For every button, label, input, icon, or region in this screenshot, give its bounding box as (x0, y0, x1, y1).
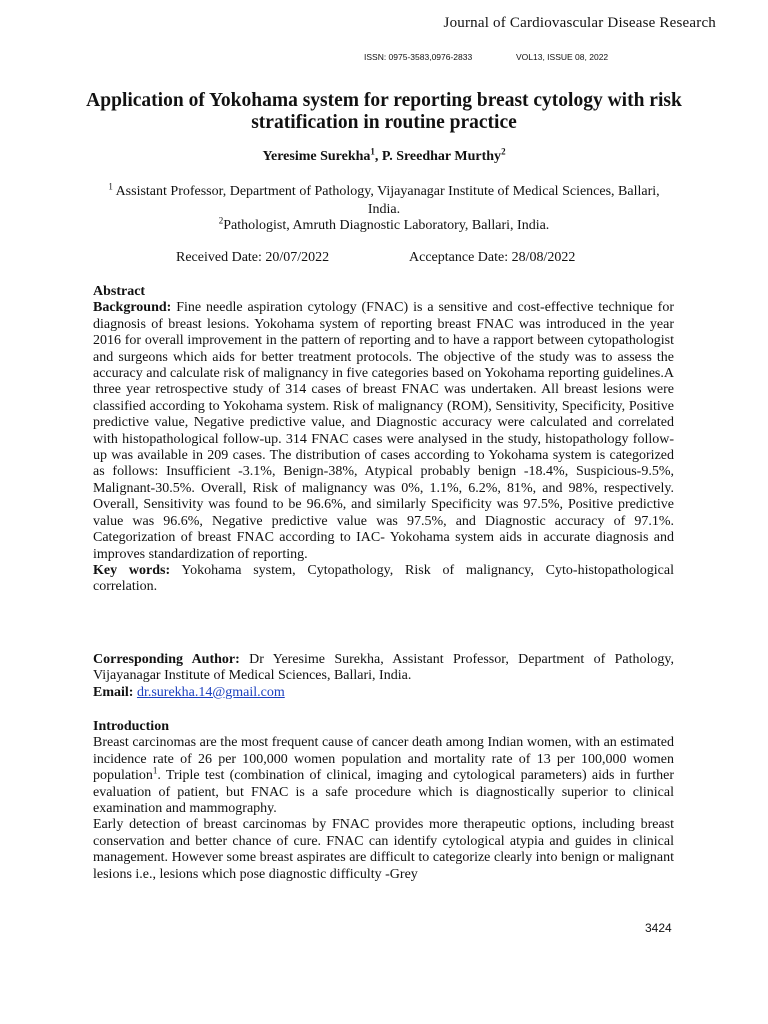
corresponding-author-section (93, 652, 674, 701)
affiliation-text: Pathologist, Amruth Diagnostic Laboratory, Ballari, India. (223, 218, 550, 233)
issn-text: ISSN: 0975-3583,0976-2833 (364, 52, 473, 62)
background-text: Fine needle aspiration cytology (FNAC) is a sensitive and cost-effective technique for diagnosis of breast lesions. Yokohama system of reporting breast FNAC was introduced in the year 2016 for overall improvement in the pattern of reporting and to have a rapport between cytopathologist and surgeons which aids for better treatment protocols. The objective of the study was to assess the accuracy and calculate risk of malignancy in five categories based on Yokohama reporting guidelines.A three year retrospective study of 314 cases of breast FNAC was undertaken. All breast lesions were classified according to Yokohama system. Risk of malignancy (ROM), Sensitivity, Specificity, Positive predictive value, Negative predictive value, and Diagnostic accuracy were calculated and correlated with histopathological follow-up. 314 FNAC cases were analysed in the study, histopathology follow-up was available in 209 cases. The distribution of cases according to Yokohama system is categorized as follows: Insufficient -3.1%, Benign-38%, Atypical probably benign -18.4%, Suspicious-9.5%, Malignant-30.5%. Overall, Risk of malignancy was 0%, 1.1%, 6.2%, 81%, and 98%, respectively. Overall, Sensitivity was found to be 96.6%, and similarly Specificity was 97.5%, Positive predictive value was 96.6%, Negative predictive value was 97.5%, and Diagnostic accuracy of 97.1%. Categorization of breast FNAC according to IAC- Yokohama system aids in accurate diagnosis and improves standardization of reporting. (93, 300, 674, 562)
affiliation-mark: 1 (108, 181, 113, 192)
intro-p1-text-cont: . Triple test (combination of clinical, imaging and cytological parameters) aids in further evaluation of patient, but FNAC is a safe procedure which is diagnostically superior to clinical examination and mammography. (93, 768, 674, 817)
author-name: P. Sreedhar Murthy (381, 149, 502, 164)
background-label: Background: (93, 300, 172, 316)
keywords-text: Yokohama system, Cytopathology, Risk of malignancy, Cyto-histopathological correlation. (93, 562, 674, 595)
author-list (0, 146, 768, 165)
keywords-label: Key words: (93, 562, 171, 578)
page-number: 3424 (645, 921, 672, 935)
received-date: Received Date: 20/07/2022 (176, 250, 330, 265)
email-line (93, 685, 674, 701)
introduction-section (93, 719, 674, 883)
abstract-heading: Abstract (93, 284, 146, 299)
paper-title: Application of Yokohama system for reporting breast cytology with risk stratification in routine practice (86, 90, 682, 133)
corresponding-text: Dr Yeresime Surekha, Assistant Professor, Department of Pathology, Vijayanagar Institute of Medical Sciences, Ballari, India. (93, 652, 675, 684)
acceptance-date: Acceptance Date: 28/08/2022 (409, 250, 576, 265)
volume-text: VOL13, ISSUE 08, 2022 (516, 52, 609, 62)
affiliation-text: Assistant Professor, Department of Pathology, Vijayanagar Institute of Medical Sciences, Ballari, India. (112, 184, 660, 217)
intro-p1-text: Breast carcinomas are the most frequent cause of cancer death among Indian women, with an estimated incidence rate of 26 per 100,000 women population and mortality rate of 13 per 100,000 women population (93, 735, 674, 784)
intro-paragraph-2: Early detection of breast carcinomas by FNAC provides more therapeutic options, including breast conservation and better chance of cure. FNAC can identify cytological atypia and guides in clinical management. However some breast aspirates are difficult to categorize clearly into benign or malignant lesions i.e., lesions which pose diagnostic difficulty -Grey (93, 817, 674, 882)
author-affiliation-mark: 2 (501, 146, 506, 157)
journal-name: Journal of Cardiovascular Disease Research (443, 15, 716, 31)
issn-volume-line (364, 52, 609, 62)
affiliation-2 (93, 217, 675, 235)
corresponding-label: Corresponding Author: (93, 652, 240, 667)
abstract-section (93, 284, 674, 596)
affiliation-mark: 2 (218, 215, 224, 226)
abstract-background (93, 300, 674, 563)
author-affiliation-mark: 1 (370, 146, 375, 157)
citation-mark: 1 (152, 765, 158, 776)
keywords (93, 563, 674, 596)
author-name: Yeresime Surekha (262, 149, 371, 164)
affiliation-1 (93, 183, 675, 219)
intro-paragraph-1 (93, 735, 674, 817)
email-label: Email: (93, 684, 134, 700)
email-link[interactable]: dr.surekha.14@gmail.com (136, 684, 285, 700)
introduction-heading: Introduction (93, 719, 169, 734)
corresponding-author (93, 652, 674, 685)
author-separator: , (374, 149, 382, 164)
